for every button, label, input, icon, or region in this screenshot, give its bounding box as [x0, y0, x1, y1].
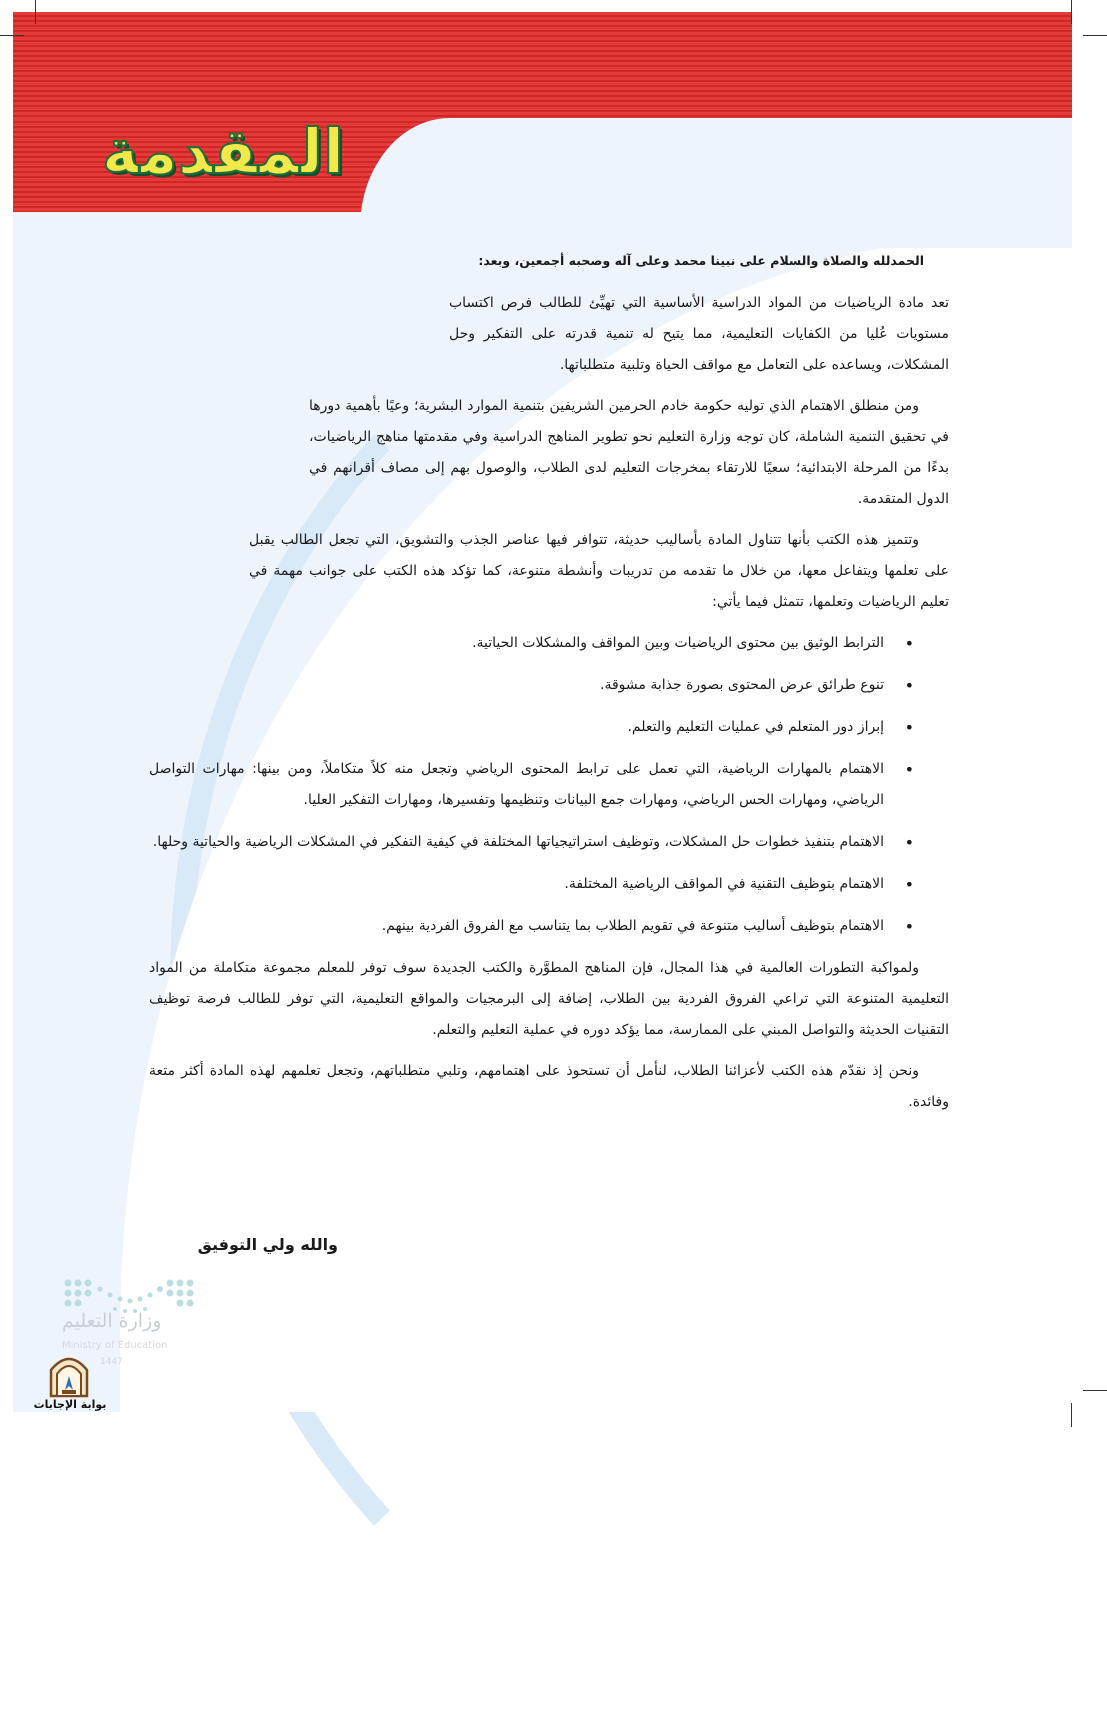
- ministry-name-arabic: وزارة التعليم: [62, 1310, 162, 1332]
- list-item: • إبراز دور المتعلم في عمليات التعليم والتعلم.: [149, 712, 884, 743]
- mosque-icon: [45, 1350, 93, 1398]
- header-curve: [360, 118, 1072, 248]
- crop-mark: [1083, 1390, 1107, 1391]
- crop-mark: [0, 35, 24, 36]
- header-band: [13, 12, 1072, 120]
- feature-list: [149, 628, 949, 942]
- ministry-name-english: Ministry of Education: [62, 1340, 168, 1351]
- closing-line: والله ولي التوفيق: [197, 1235, 338, 1254]
- paragraph: وتتميز هذه الكتب بأنها تتناول المادة بأساليب حديثة، تتوافر فيها عناصر الجذب والتشويق، التي تجعل الطالب يقبل على تعلمها ويتفاعل معها، من خلال ما تقدمه من تدريبات وأنشطة متنوعة، كما تؤكد هذه الكتب على جوانب مهمة في تعليم الرياضيات وتعلمها، تتمثل فيما يأتي:: [249, 532, 949, 610]
- paragraph: ولمواكبة التطورات العالمية في هذا المجال، فإن المناهج المطوَّرة والكتب الجديدة سوف توفر للمعلم مجموعة متكاملة من المواد التعليمية المتنوعة التي تراعي الفروق الفردية بين الطلاب، إضافة إلى البرمجيات والمواقع التعليمية، التي توفر للطالب فرصة توظيف التقنيات الحديثة والتواصل المبني على الممارسة، مما يؤكد دوره في عملية التعليم والتعلم.: [149, 960, 949, 1038]
- ministry-year: 1447: [100, 1357, 123, 1367]
- crop-mark: [1071, 0, 1072, 24]
- crop-mark: [35, 0, 36, 24]
- list-item: • تنوع طرائق عرض المحتوى بصورة جذابة مشوقة.: [149, 670, 884, 701]
- list-item: • الاهتمام بتوظيف التقنية في المواقف الرياضية المختلفة.: [149, 869, 884, 900]
- list-item: • الاهتمام بتوظيف أساليب متنوعة في تقويم الطلاب بما يتناسب مع الفروق الفردية بينهم.: [149, 911, 884, 942]
- portal-label: بوابة الإجابات: [33, 1398, 107, 1411]
- paragraph: تعد مادة الرياضيات من المواد الدراسية الأساسية التي تهيِّئ للطالب فرص اكتساب مستويات عُليا من الكفايات التعليمية، مما يتيح له تنمية قدرته على التفكير وحل المشكلات، ويساعده على التعامل مع مواقف الحياة وتلبية متطلباتها.: [449, 295, 949, 373]
- paragraph: ونحن إذ نقدّم هذه الكتب لأعزائنا الطلاب، لنأمل أن تستحوذ على اهتمامهم، وتلبي متطلباتهم، وتجعل تعلمهم لهذه المادة أكثر متعة وفائدة.: [149, 1063, 949, 1110]
- list-item: • الاهتمام بالمهارات الرياضية، التي تعمل على ترابط المحتوى الرياضي وتجعل منه كلاً متكاملاً، ومن بينها: مهارات التواصل الرياضي، ومهارات الحس الرياضي، ومهارات جمع البيانات وتنظيمها وتفسيرها، ومهارات التفكير العليا.: [149, 754, 884, 816]
- opening-line: الحمدلله والصلاة والسلام على نبينا محمد وعلى آله وصحبه أجمعين، وبعد:: [478, 253, 924, 268]
- introduction-body: [149, 245, 949, 1128]
- list-item: • الاهتمام بتنفيذ خطوات حل المشكلات، وتوظيف استراتيجياتها المختلفة في كيفية التفكير في المشكلات الرياضية والحياتية وحلها.: [149, 827, 884, 858]
- page-title: المقدمة: [101, 115, 345, 188]
- list-item: • الترابط الوثيق بين محتوى الرياضيات وبين المواقف والمشكلات الحياتية.: [149, 628, 884, 659]
- paragraph: ومن منطلق الاهتمام الذي توليه حكومة خادم الحرمين الشريفين بتنمية الموارد البشرية؛ وعيًا بأهمية دورها في تحقيق التنمية الشاملة، كان توجه وزارة التعليم نحو تطوير المناهج الدراسية وفي مقدمتها مناهج الرياضيات، بدءًا من المرحلة الابتدائية؛ سعيًا للارتقاء بمخرجات التعليم لدى الطلاب، والوصول بهم إلى مصاف أقرانهم في الدول المتقدمة.: [309, 398, 949, 507]
- crop-mark: [1083, 35, 1107, 36]
- crop-mark: [1071, 1403, 1072, 1427]
